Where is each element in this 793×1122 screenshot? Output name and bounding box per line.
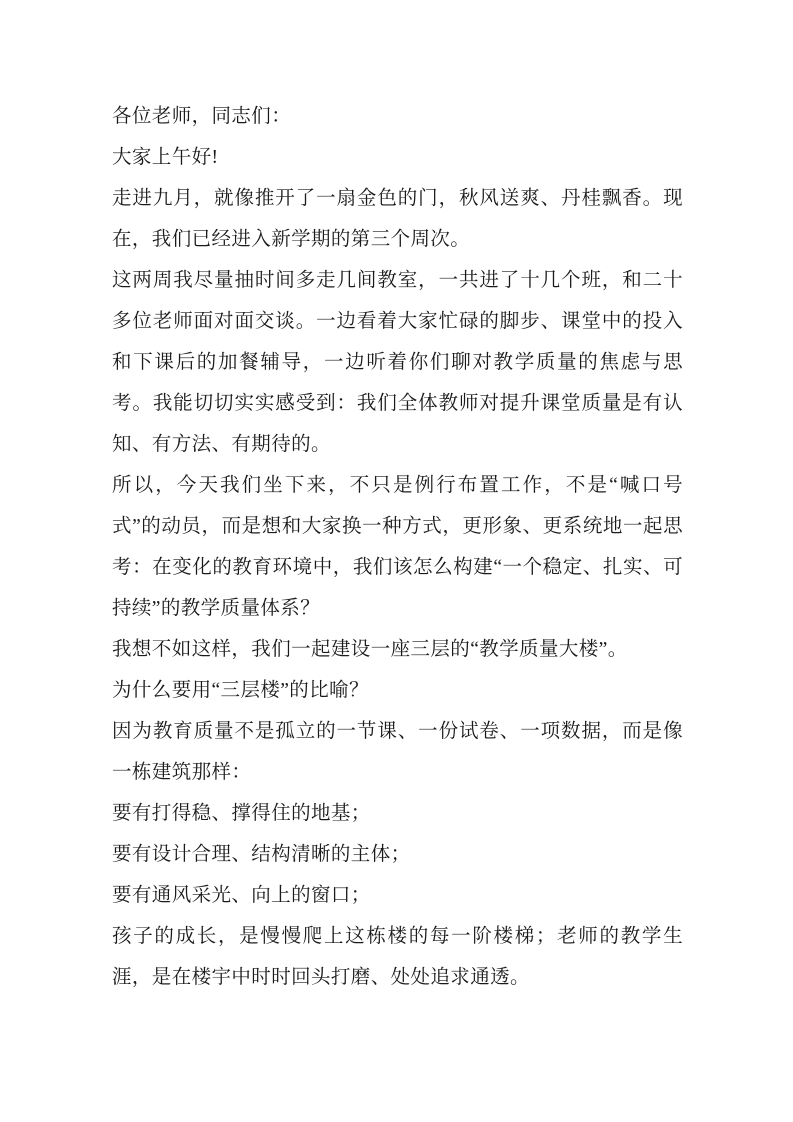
paragraph-building-metaphor: 我想不如这样，我们一起建设一座三层的“教学质量大楼”。 bbox=[112, 639, 628, 660]
paragraph-windows: 要有通风采光、向上的窗口； bbox=[112, 885, 371, 906]
paragraph-opening: 走进九月，就像推开了一扇金色的门，秋风送爽、丹桂飘香。现在，我们已经进入新学期的第三个周次。 bbox=[112, 188, 683, 250]
paragraph-salutation: 各位老师，同志们： bbox=[112, 106, 292, 127]
paragraph-foundation: 要有打得稳、撑得住的地基； bbox=[112, 803, 371, 824]
paragraph-greeting: 大家上午好! bbox=[112, 147, 219, 168]
document-body bbox=[112, 96, 683, 998]
paragraph-classroom-visits: 这两周我尽量抽时间多走几间教室，一共进了十几个班，和二十多位老师面对面交谈。一边看着大家忙碌的脚步、课堂中的投入和下课后的加餐辅导，一边听着你们聊对教学质量的焦虑与思考。我能切切实实感受到：我们全体教师对提升课堂质量是有认知、有方法、有期待的。 bbox=[112, 270, 683, 455]
paragraph-question-why: 为什么要用“三层楼”的比喻？ bbox=[112, 680, 369, 701]
paragraph-meeting-purpose: 所以，今天我们坐下来，不只是例行布置工作，不是“喊口号式”的动员，而是想和大家换一种方式，更形象、更系统地一起思考：在变化的教育环境中，我们该怎么构建“一个稳定、扎实、可持续”的教学质量体系？ bbox=[112, 475, 683, 619]
paragraph-growth: 孩子的成长，是慢慢爬上这栋楼的每一阶楼梯；老师的教学生涯，是在楼宇中时时回头打磨、处处追求通透。 bbox=[112, 926, 683, 988]
paragraph-structure: 要有设计合理、结构清晰的主体； bbox=[112, 844, 411, 865]
paragraph-reason: 因为教育质量不是孤立的一节课、一份试卷、一项数据，而是像一栋建筑那样： bbox=[112, 721, 683, 783]
